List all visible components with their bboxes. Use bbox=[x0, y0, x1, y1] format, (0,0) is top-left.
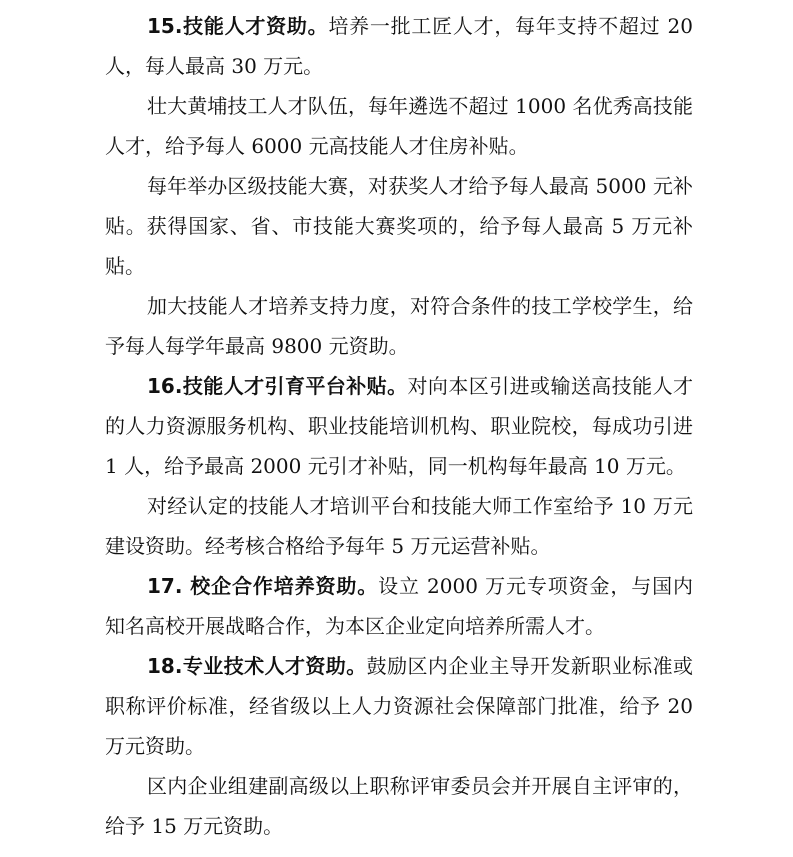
paragraph-text: 壮大黄埔技工人才队伍，每年遴选不超过 1000 名优秀高技能人才，给予每人 6000 元高技能人才住房补贴。 bbox=[105, 94, 693, 158]
paragraph-heading: 18.专业技术人才资助。 bbox=[147, 654, 367, 678]
paragraph-15-skilled-talent-funding bbox=[105, 6, 693, 86]
paragraph-text: 加大技能人才培养支持力度，对符合条件的技工学校学生，给予每人每学年最高 9800 元资助。 bbox=[105, 294, 693, 358]
paragraph-text: 设立 2000 万元专项资金，与国内知名高校开展战略合作，为本区企业定向培养所需人才。 bbox=[105, 574, 693, 638]
paragraph-heading: 17. 校企合作培养资助。 bbox=[147, 574, 379, 598]
paragraph-skills-contest bbox=[105, 166, 693, 286]
paragraph-17-school-enterprise bbox=[105, 566, 693, 646]
paragraph-housing-subsidy bbox=[105, 86, 693, 166]
paragraph-heading: 16.技能人才引育平台补贴。 bbox=[147, 374, 408, 398]
paragraph-text: 培养一批工匠人才，每年支持不超过 20 人，每人最高 30 万元。 bbox=[105, 14, 693, 78]
paragraph-text: 每年举办区级技能大赛，对获奖人才给予每人最高 5000 元补贴。获得国家、省、市技能大赛奖项的，给予每人最高 5 万元补贴。 bbox=[105, 174, 693, 278]
paragraph-title-review-committee bbox=[105, 766, 693, 846]
paragraph-training-platform-funding bbox=[105, 486, 693, 566]
paragraph-16-platform-subsidy bbox=[105, 366, 693, 486]
paragraph-text: 鼓励区内企业主导开发新职业标准或职称评价标准，经省级以上人力资源社会保障部门批准，给予 20 万元资助。 bbox=[105, 654, 693, 758]
paragraph-text: 对向本区引进或输送高技能人才的人力资源服务机构、职业技能培训机构、职业院校，每成功引进 1 人，给予最高 2000 元引才补贴，同一机构每年最高 10 万元。 bbox=[105, 374, 693, 478]
paragraph-18-professional-talent bbox=[105, 646, 693, 766]
paragraph-technical-school-students bbox=[105, 286, 693, 366]
paragraph-text: 区内企业组建副高级以上职称评审委员会并开展自主评审的，给予 15 万元资助。 bbox=[105, 774, 693, 838]
paragraph-text: 对经认定的技能人才培训平台和技能大师工作室给予 10 万元建设资助。经考核合格给予每年 5 万元运营补贴。 bbox=[105, 494, 693, 558]
paragraph-heading: 15.技能人才资助。 bbox=[147, 14, 329, 38]
